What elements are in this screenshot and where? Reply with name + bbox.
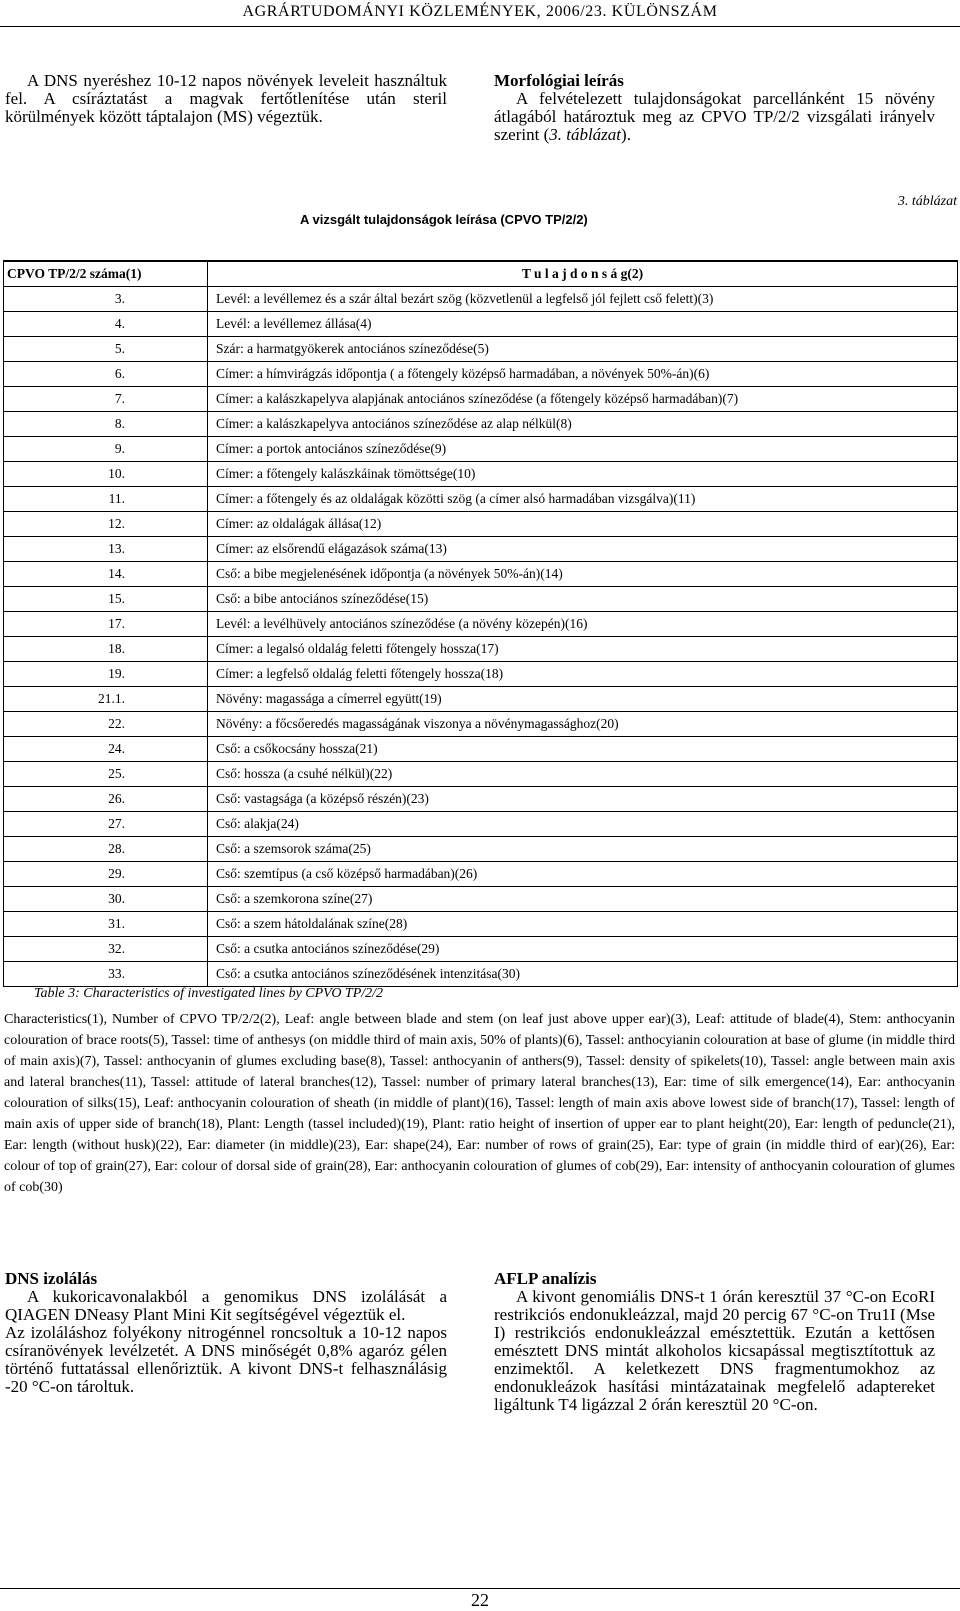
row-characteristic: Címer: a portok antociános színeződése(9) <box>208 437 958 462</box>
row-cpvo-number: 5. <box>4 337 208 362</box>
row-cpvo-number: 25. <box>4 762 208 787</box>
row-characteristic: Cső: a bibe antociános színeződése(15) <box>208 587 958 612</box>
aflp-paragraph: A kivont genomiális DNS-t 1 órán keresztül 37 °C-on EcoRI restrikciós endonukleázzal, majd 20 percig 67 °C-on Tru1I (Mse I) restrikciós endonukleázzal emésztettük. Ezután a kettősen emésztett DNS mintát alkoholos kicsapással megtisztítottuk az enzimektől. A keletkezett DNS fragmentumokhoz az endonukleázok hasítási mintázatainak megfelelő adaptereket ligáltunk T4 ligázzal 2 órán keresztül 20 °C-on. <box>494 1287 935 1414</box>
row-characteristic: Címer: a főtengely és az oldalágak közötti szög (a címer alsó harmadában vizsgálva)(11) <box>208 487 958 512</box>
running-header <box>0 0 960 27</box>
row-characteristic: Cső: a csutka antociános színeződésének intenzitása(30) <box>208 962 958 987</box>
table-row <box>4 387 958 412</box>
table-row <box>4 287 958 312</box>
row-cpvo-number: 13. <box>4 537 208 562</box>
row-cpvo-number: 21.1. <box>4 687 208 712</box>
row-cpvo-number: 8. <box>4 412 208 437</box>
row-characteristic: Növény: a főcsőeredés magasságának viszonya a növénymagassághoz(20) <box>208 712 958 737</box>
row-characteristic: Levél: a levéllemez állása(4) <box>208 312 958 337</box>
table-row <box>4 937 958 962</box>
row-characteristic: Címer: a főtengely kalászkáinak tömöttsége(10) <box>208 462 958 487</box>
table-number: 3. táblázat <box>897 194 957 209</box>
row-characteristic: Cső: a csutka antociános színeződése(29) <box>208 937 958 962</box>
row-cpvo-number: 19. <box>4 662 208 687</box>
morphology-text: A felvételezett tulajdonságokat parcellánként 15 növény átlagából határoztuk meg az CPVO TP/2/2 vizsgálati irányelv szerint ( <box>494 89 935 144</box>
row-cpvo-number: 17. <box>4 612 208 637</box>
table-row <box>4 337 958 362</box>
table-row <box>4 962 958 987</box>
table-row <box>4 737 958 762</box>
row-characteristic: Növény: magassága a címerrel együtt(19) <box>208 687 958 712</box>
row-characteristic: Cső: alakja(24) <box>208 812 958 837</box>
row-cpvo-number: 18. <box>4 637 208 662</box>
header-cpvo-number: CPVO TP/2/2 száma(1) <box>4 261 208 287</box>
row-characteristic: Cső: szemtípus (a cső középső harmadában)(26) <box>208 862 958 887</box>
table-row <box>4 637 958 662</box>
table-row <box>4 437 958 462</box>
top-right-column <box>494 72 935 144</box>
dns-isolation-paragraph-1: A kukoricavonalakból a genomikus DNS izolálását a QIAGEN DNeasy Plant Mini Kit segítségével végeztük el. <box>5 1287 447 1324</box>
morphology-paragraph <box>494 90 935 144</box>
row-cpvo-number: 24. <box>4 737 208 762</box>
row-cpvo-number: 28. <box>4 837 208 862</box>
table-row <box>4 512 958 537</box>
row-characteristic: Címer: az oldalágak állása(12) <box>208 512 958 537</box>
table-row <box>4 762 958 787</box>
row-cpvo-number: 27. <box>4 812 208 837</box>
row-characteristic: Cső: a szem hátoldalának színe(28) <box>208 912 958 937</box>
row-cpvo-number: 4. <box>4 312 208 337</box>
table-row <box>4 662 958 687</box>
row-cpvo-number: 33. <box>4 962 208 987</box>
table-row <box>4 687 958 712</box>
table-caption: A vizsgált tulajdonságok leírása (CPVO TP/2/2) <box>300 212 588 227</box>
table-row <box>4 887 958 912</box>
row-characteristic: Cső: a csőkocsány hossza(21) <box>208 737 958 762</box>
table-row <box>4 462 958 487</box>
row-cpvo-number: 26. <box>4 787 208 812</box>
english-table-description: Characteristics(1), Number of CPVO TP/2/2(2), Leaf: angle between blade and stem (on leaf just above upper ear)(3), Leaf: attitude of blade(4), Stem: anthocyanin colouration of brace roots(5), Tassel: time of anthesys (on middle third of main axis, 50% of plants)(6), Tassel: anthocyianin colouration at base of glume (in middle third of main axis)(7), Tassel: anthocyanin of glumes excluding base(8), Tassel: anthocyanin of anthers(9), Tassel: density of spikelets(10), Tassel: angle between main axis and lateral branches(11), Tassel: attitude of lateral branches(12), Tassel: number of primary lateral branches(13), Ear: time of silk emergence(14), Ear: anthocyanin colouration of silks(15), Leaf: anthocyanin colouration of sheath (in middle of plant)(16), Tassel: length of main axis above lowest side of branch(17), Tassel: length of main axis of upper side of branch(18), Plant: Length (tassel included)(19), Plant: ratio height of insertion of upper ear to plant height(20), Ear: length of peduncle(21), Ear: length (without husk)(22), Ear: diameter (in middle)(23), Ear: shape(24), Ear: number of rows of grain(25), Ear: type of grain (in middle third of ear)(26), Ear: colour of top of grain(27), Ear: colour of dorsal side of grain(28), Ear: anthocyanin colouration of glumes of cob(29), Ear: intensity of anthocyanin colouration of glumes of cob(30) <box>4 1012 955 1195</box>
row-characteristic: Szár: a harmatgyökerek antociános színeződése(5) <box>208 337 958 362</box>
row-cpvo-number: 15. <box>4 587 208 612</box>
morphology-text-end: ). <box>621 125 631 144</box>
row-characteristic: Címer: az elsőrendű elágazások száma(13) <box>208 537 958 562</box>
characteristics-table <box>3 260 958 987</box>
row-characteristic: Levél: a levélhüvely antociános színeződése (a növény közepén)(16) <box>208 612 958 637</box>
row-cpvo-number: 22. <box>4 712 208 737</box>
table-row <box>4 912 958 937</box>
table-row <box>4 787 958 812</box>
aflp-heading: AFLP analízis <box>494 1269 597 1288</box>
table-row <box>4 862 958 887</box>
intro-paragraph: A DNS nyeréshez 10-12 napos növények leveleit használtuk fel. A csíráztatást a magvak fertőtlenítése után steril körülmények között táptalajon (MS) végeztük. <box>5 71 447 126</box>
row-cpvo-number: 29. <box>4 862 208 887</box>
row-characteristic: Címer: a kalászkapelyva antociános színeződése az alap nélkül(8) <box>208 412 958 437</box>
row-cpvo-number: 10. <box>4 462 208 487</box>
row-characteristic: Címer: a hímvirágzás időpontja ( a főtengely középső harmadában, a növények 50%-án)(6) <box>208 362 958 387</box>
table-row <box>4 587 958 612</box>
table-row <box>4 537 958 562</box>
row-characteristic: Cső: hossza (a csuhé nélkül)(22) <box>208 762 958 787</box>
row-characteristic: Cső: a bibe megjelenésének időpontja (a növények 50%-án)(14) <box>208 562 958 587</box>
english-table-caption: Table 3: Characteristics of investigated lines by CPVO TP/2/2 <box>34 986 384 1001</box>
running-header-text: AGRÁRTUDOMÁNYI KÖZLEMÉNYEK, 2006/23. KÜLÖNSZÁM <box>242 3 718 20</box>
page-number: 22 <box>471 1590 489 1610</box>
row-cpvo-number: 3. <box>4 287 208 312</box>
row-characteristic: Levél: a levéllemez és a szár által bezárt szög (közvetlenül a legfelső jól fejlett cső felett)(3) <box>208 287 958 312</box>
row-cpvo-number: 14. <box>4 562 208 587</box>
bottom-right-column <box>494 1270 935 1414</box>
table-row <box>4 712 958 737</box>
top-left-column <box>5 72 447 126</box>
row-characteristic: Cső: a szemkorona színe(27) <box>208 887 958 912</box>
table-row <box>4 612 958 637</box>
dns-isolation-heading: DNS izolálás <box>5 1269 98 1288</box>
row-characteristic: Címer: a legfelső oldalág feletti főtengely hossza(18) <box>208 662 958 687</box>
row-cpvo-number: 9. <box>4 437 208 462</box>
table-row <box>4 812 958 837</box>
row-cpvo-number: 6. <box>4 362 208 387</box>
header-characteristic: T u l a j d o n s á g(2) <box>208 261 958 287</box>
table-row <box>4 412 958 437</box>
row-characteristic: Címer: a kalászkapelyva alapjának antociános színeződése (a főtengely középső harmadában)(7) <box>208 387 958 412</box>
row-cpvo-number: 12. <box>4 512 208 537</box>
table-row <box>4 562 958 587</box>
row-cpvo-number: 31. <box>4 912 208 937</box>
row-characteristic: Cső: a szemsorok száma(25) <box>208 837 958 862</box>
dns-isolation-paragraph-2: Az izoláláshoz folyékony nitrogénnel roncsoltuk a 10-12 napos csíranövények levélzetét. A DNS minőségét 0,8% agaróz gélen történő futtatással ellenőriztük. A kivont DNS-t felhasználásig -20 °C-on tároltuk. <box>5 1323 447 1396</box>
table-row <box>4 837 958 862</box>
table-row <box>4 312 958 337</box>
table-header-row <box>4 261 958 287</box>
row-cpvo-number: 30. <box>4 887 208 912</box>
footer-rule <box>0 1588 960 1589</box>
table-row <box>4 487 958 512</box>
bottom-left-column <box>5 1270 447 1396</box>
row-cpvo-number: 11. <box>4 487 208 512</box>
table-row <box>4 362 958 387</box>
table-reference: 3. táblázat <box>549 125 622 144</box>
row-cpvo-number: 7. <box>4 387 208 412</box>
morphology-heading: Morfológiai leírás <box>494 71 624 90</box>
row-cpvo-number: 32. <box>4 937 208 962</box>
table-body <box>4 287 958 987</box>
row-characteristic: Címer: a legalsó oldalág feletti főtengely hossza(17) <box>208 637 958 662</box>
row-characteristic: Cső: vastagsága (a középső részén)(23) <box>208 787 958 812</box>
